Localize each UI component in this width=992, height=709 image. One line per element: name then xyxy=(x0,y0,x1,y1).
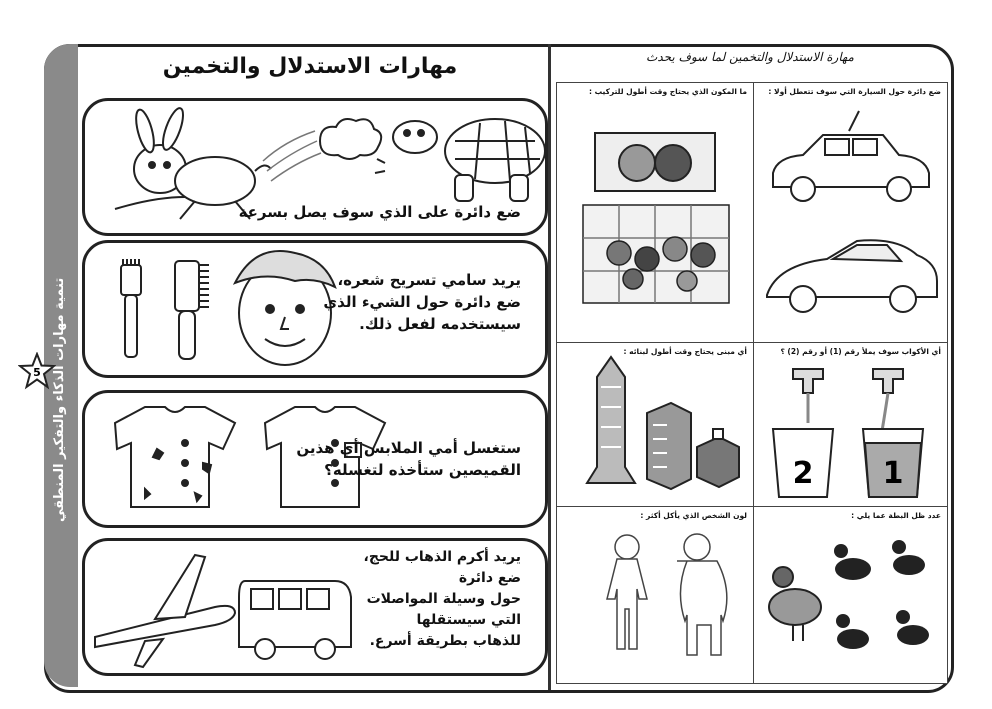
card-prompt xyxy=(281,269,521,335)
prompt-line: التي سيستقلها xyxy=(416,612,521,628)
thin-person-icon xyxy=(607,535,647,649)
question-grid xyxy=(556,82,946,682)
question-text: ما المكون الذي يحتاج وقت أطول للتركيب : xyxy=(588,87,747,96)
small-building-icon xyxy=(697,429,739,487)
question-text: أي مبنى يحتاج وقت أطول لبنائه : xyxy=(623,347,747,356)
turtle-icon xyxy=(375,119,545,201)
buildings-illustration xyxy=(557,343,753,507)
prompt-line: يريد سامي تسريح شعره، xyxy=(337,271,521,289)
jigsaw-puzzle-icon xyxy=(583,205,729,303)
puzzle-illustration xyxy=(557,83,753,343)
question-cell-buildings xyxy=(556,342,754,508)
page-title: مهارات الاستدلال والتخمين xyxy=(162,54,458,79)
prompt-line: ضع دائرة على الذي سوف يصل بسرعة xyxy=(238,203,521,221)
tap-icon xyxy=(793,369,903,393)
sports-car-icon xyxy=(767,240,937,312)
cup-number-label: 1 xyxy=(882,456,904,491)
old-car-icon xyxy=(773,111,929,201)
dust-cloud-icon xyxy=(320,119,381,159)
question-cell-cups xyxy=(752,342,948,508)
taps-cups-illustration xyxy=(753,343,947,507)
stained-shirt-icon xyxy=(115,407,235,507)
prompt-line: القميصين ستأخذه لتغسله؟ xyxy=(324,461,521,479)
page-divider xyxy=(548,44,551,690)
tower-block-icon xyxy=(647,403,691,489)
cars-illustration xyxy=(753,83,947,343)
airplane-icon xyxy=(95,555,235,667)
apple-picture-icon xyxy=(595,133,715,191)
exercise-card-speed xyxy=(82,98,548,236)
toothbrush-icon xyxy=(121,259,141,357)
people-illustration xyxy=(557,507,753,683)
question-text: لون الشخص الذي يأكل أكثر : xyxy=(640,511,747,520)
question-text: أي الأكواب سوف يملأ رقم (1) أو رقم (2) ؟ xyxy=(780,347,941,356)
spine-title: تنمية مهارات الذكاء والتفكير المنطقي xyxy=(52,277,67,523)
duck-shadow-icon xyxy=(834,540,929,649)
prompt-line: حول وسيلة المواصلات xyxy=(366,591,521,607)
page-number: 5 xyxy=(33,366,41,379)
question-cell-puzzle xyxy=(556,82,754,344)
cup-number-label: 2 xyxy=(792,456,814,491)
duck-icon xyxy=(769,567,821,641)
question-cell-cars xyxy=(752,82,948,344)
page-number-star xyxy=(18,352,56,390)
prompt-line: للذهاب بطريقة أسرع. xyxy=(369,633,521,649)
question-text: ضع دائرة حول السيارة التي سوف تتعطل أولا : xyxy=(768,87,941,96)
star-icon xyxy=(18,352,56,390)
question-cell-people xyxy=(556,506,754,684)
exercise-card-travel xyxy=(82,538,548,676)
prompt-line: ستغسل أمي الملابس أي هذين xyxy=(296,439,521,457)
question-text: عدد ظل البطة عما يلي : xyxy=(851,511,941,520)
duck-shadows-illustration xyxy=(753,507,947,683)
question-cell-ducks xyxy=(752,506,948,684)
skyscraper-icon xyxy=(587,357,635,483)
exercise-card-laundry xyxy=(82,390,548,528)
card-prompt xyxy=(301,547,521,652)
comb-icon xyxy=(175,261,209,359)
prompt-line: ضع دائرة xyxy=(458,570,521,586)
card-prompt xyxy=(221,201,521,223)
card-prompt xyxy=(281,437,521,481)
prompt-line: يريد أكرم الذهاب للحج، xyxy=(363,549,521,565)
prompt-line: سيستخدمه لفعل ذلك. xyxy=(359,315,521,333)
right-page-title: مهارة الاستدلال والتخمين لما سوف يحدث xyxy=(646,50,854,64)
prompt-line: ضع دائرة حول الشيء الذي xyxy=(323,293,521,311)
heavy-person-icon xyxy=(677,534,727,655)
exercise-card-hair xyxy=(82,240,548,378)
